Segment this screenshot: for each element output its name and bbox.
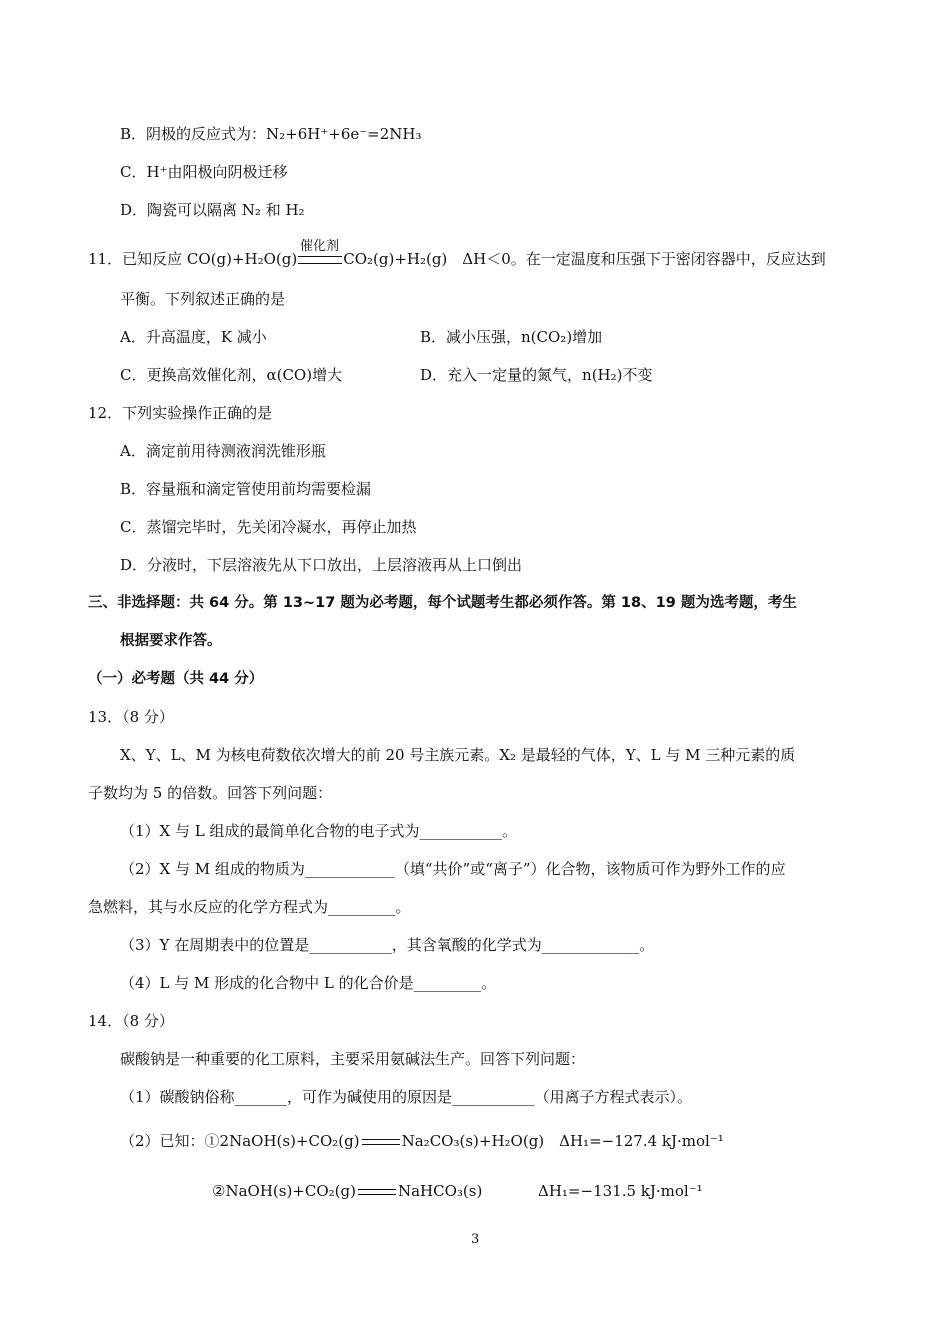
q11-option-c: C．更换高效催化剂，α(CO)增大: [120, 366, 343, 384]
section3-heading-line2: 根据要求作答。: [120, 633, 222, 649]
q11-stem: [88, 249, 826, 269]
q13-part2: （2）X 与 M 组成的物质为____________（填“共价”或“离子”）化合物，该物质可作为野外工作的应: [120, 860, 786, 878]
equals-sign: [362, 1139, 400, 1145]
q11-option-d: D．充入一定量的氮气，n(H₂)不变: [420, 366, 653, 384]
q13-part1: （1）X 与 L 组成的最简单化合物的电子式为___________。: [120, 822, 517, 840]
eq1-reactants: （2）已知：①2NaOH(s)+CO₂(g): [120, 1132, 360, 1150]
q10-option-c: C．H⁺由阳极向阴极迁移: [120, 163, 288, 181]
q11-number: 11．: [88, 250, 123, 268]
required-questions-heading: （一）必考题（共 44 分）: [88, 671, 264, 687]
q13-part2-line2: 急燃料，其与水反应的化学方程式为_________。: [88, 898, 411, 916]
q13-heading: 13．（8 分）: [88, 708, 174, 726]
q10-option-d: D．陶瓷可以隔离 N₂ 和 H₂: [120, 201, 305, 219]
q11-option-a: A．升高温度，K 减小: [120, 328, 267, 346]
q14-part1: （1）碳酸钠俗称_______，可作为碱使用的原因是___________（用离子方程式表示）。: [120, 1088, 693, 1106]
q11-products: CO₂(g)+H₂(g) ΔH＜0。在一定温度和压强下于密闭容器中，反应达到: [343, 250, 826, 268]
eq2-enthalpy: ΔH₁=−131.5 kJ·mol⁻¹: [538, 1182, 703, 1200]
q11-option-b: B．减小压强，n(CO₂)增加: [420, 328, 603, 346]
q12-option-d: D．分液时，下层溶液先从下口放出，上层溶液再从上口倒出: [120, 556, 523, 574]
q10-option-b: B．阴极的反应式为：N₂+6H⁺+6e⁻=2NH₃: [120, 125, 422, 143]
q12-option-b: B．容量瓶和滴定管使用前均需要检漏: [120, 480, 372, 498]
q12-option-a: A．滴定前用待测液润洗锥形瓶: [120, 442, 326, 460]
q13-part3: （3）Y 在周期表中的位置是___________，其含氧酸的化学式为_____________。: [120, 936, 655, 954]
q13-part4: （4）L 与 M 形成的化合物中 L 的化合价是_________。: [120, 974, 497, 992]
q12-stem: 12．下列实验操作正确的是: [88, 404, 273, 422]
catalyst-label: 催化剂: [300, 239, 340, 254]
q12-option-c: C．蒸馏完毕时，先关闭冷凝水，再停止加热: [120, 518, 417, 536]
eq2-products: NaHCO₃(s): [397, 1182, 483, 1200]
eq2-reactants: ②NaOH(s)+CO₂(g): [212, 1182, 356, 1200]
eq1-products: Na₂CO₃(s)+H₂O(g) ΔH₁=−127.4 kJ·mol⁻¹: [401, 1132, 724, 1150]
q11-reactants: 已知反应 CO(g)+H₂O(g): [122, 250, 298, 268]
q14-intro: 碳酸钠是一种重要的化工原料，主要采用氨碱法生产。回答下列问题：: [120, 1050, 586, 1068]
equilibrium-sign: [298, 256, 342, 264]
page-number: 3: [471, 1232, 480, 1247]
q14-equation2: [212, 1181, 482, 1201]
section3-heading: 三、非选择题：共 64 分。第 13~17 题为必考题，每个试题考生都必须作答。第 18、19 题为选考题，考生: [88, 595, 797, 611]
equals-sign: [358, 1189, 396, 1195]
q13-intro-line2: 子数均为 5 的倍数。回答下列问题：: [88, 784, 333, 802]
q14-heading: 14．（8 分）: [88, 1012, 174, 1030]
q14-part2-equation1: [120, 1131, 724, 1151]
q13-intro: X、Y、L、M 为核电荷数依次增大的前 20 号主族元素。X₂ 是最轻的气体，Y、L 与 M 三种元素的质: [120, 746, 796, 764]
q11-stem-line2: 平衡。下列叙述正确的是: [120, 290, 286, 308]
